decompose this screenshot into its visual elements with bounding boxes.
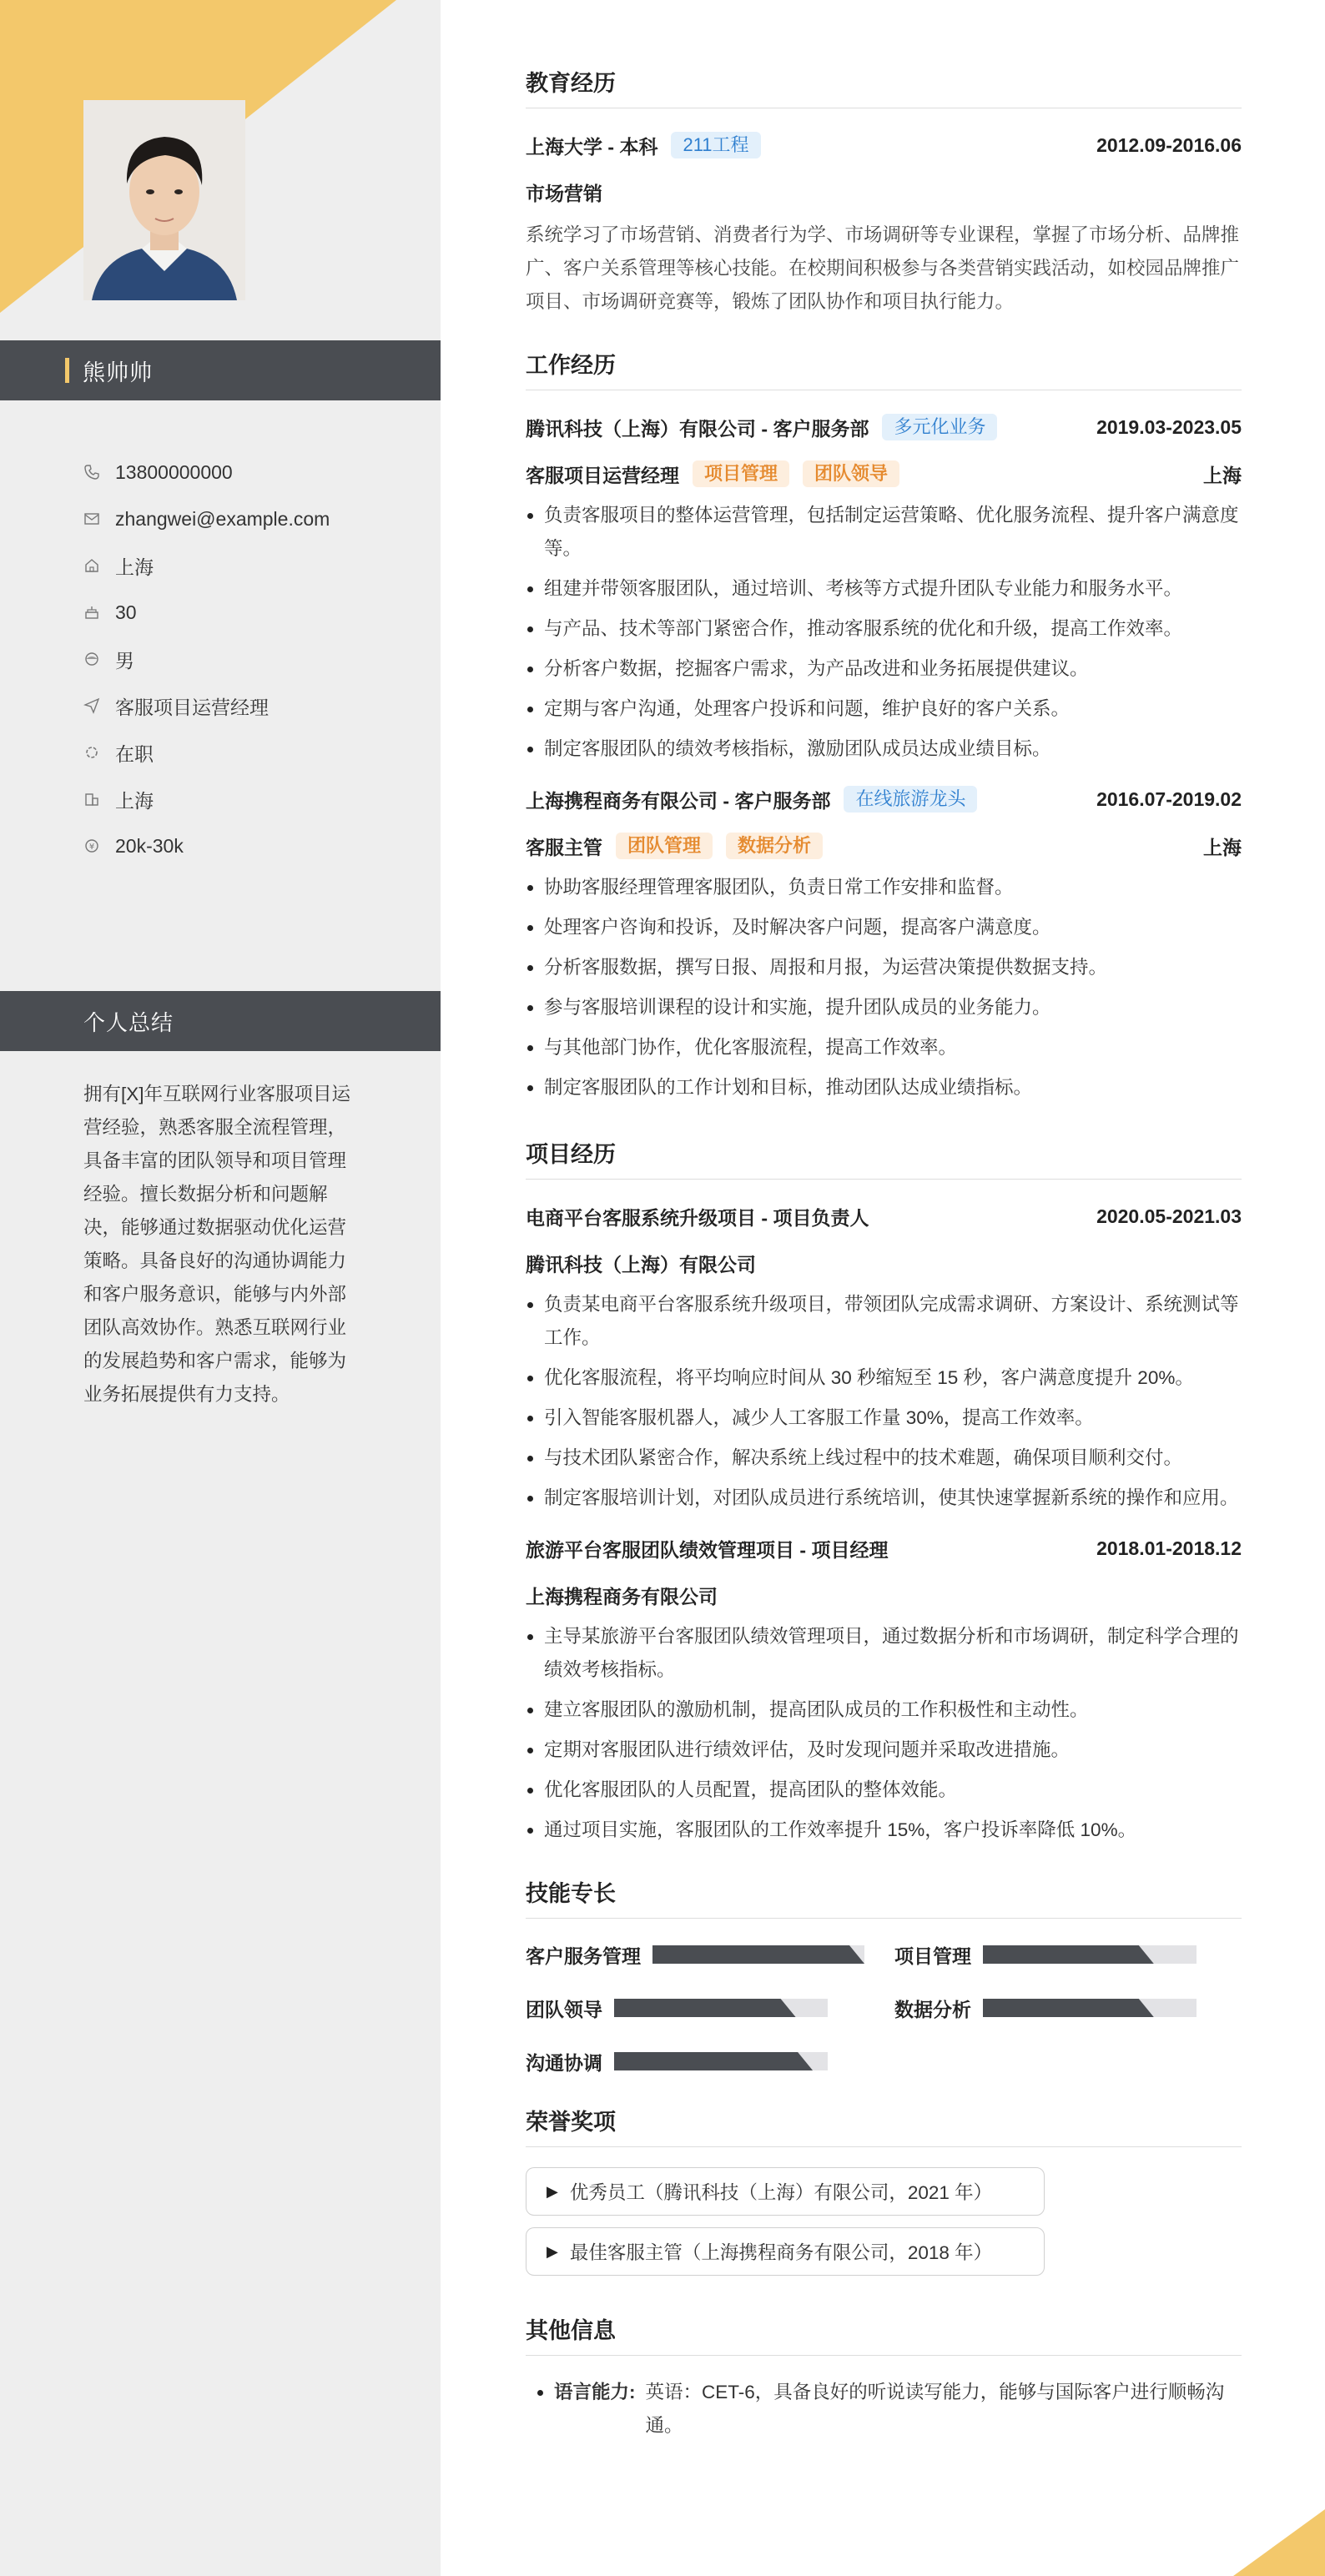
contact-age: 30 [83,589,426,636]
award-label: 最佳客服主管（上海携程商务有限公司，2018 年） [569,2242,993,2263]
contact-phone: 13800000000 [83,449,426,496]
contact-salary: ¥ 20k-30k [83,823,426,869]
skill-item [526,1992,894,2024]
job-role: 客服项目运营经理 [526,464,679,486]
school-tag: 211工程 [671,132,760,158]
skill-item [894,1939,1242,1970]
list-item [536,2376,1242,2443]
contact-home: 上海 [83,542,426,589]
list-item: 参与客服培训课程的设计和实施，提升团队成员的业务能力。 [526,991,1242,1024]
profile-name: 熊帅帅 [83,360,153,385]
list-item: 制定客服团队的工作计划和目标，推动团队达成业绩指标。 [526,1071,1242,1104]
list-item: 优化客服团队的人员配置，提高团队的整体效能。 [526,1774,1242,1807]
skills-grid [526,1939,1242,2077]
job-entry [526,782,1242,1104]
summary-title: 个人总结 [83,1009,174,1035]
list-item: 处理客户咨询和投诉，及时解决客户问题，提高客户满意度。 [526,911,1242,944]
skill-bar [983,1945,1197,1964]
job-role-row [526,457,1242,491]
email-icon [83,511,100,527]
list-item: 组建并带领客服团队，通过培训、考核等方式提升团队专业能力和服务水平。 [526,572,1242,606]
project-items [526,1288,1242,1515]
list-item: 主导某旅游平台客服团队绩效管理项目，通过数据分析和市场调研，制定科学合理的绩效考核指标。 [526,1620,1242,1687]
award-item[interactable] [526,2227,1045,2276]
section-title: 技能专长 [526,1875,1242,1919]
status-icon [83,744,100,761]
list-item: 制定客服培训计划，对团队成员进行系统培训，使其快速掌握新系统的操作和应用。 [526,1482,1242,1515]
school-name: 上海大学 - 本科 [526,135,658,158]
cake-icon [83,604,100,621]
project-name: 电商平台客服系统升级项目 - 项目负责人 [526,1206,869,1229]
avatar [83,100,245,300]
role-tag: 项目管理 [693,460,789,487]
name-bar [0,340,441,400]
project-header [526,1200,1242,1233]
section-title: 教育经历 [526,65,1242,108]
company-tag: 多元化业务 [882,414,997,440]
section-title: 项目经历 [526,1136,1242,1180]
gender-icon [83,651,100,667]
job-duties [526,871,1242,1104]
skill-item [526,1939,894,1970]
avatar-image [83,100,245,300]
send-icon [83,697,100,714]
company-tag: 在线旅游龙头 [844,786,977,813]
job-duties [526,499,1242,766]
skill-bar [614,1999,828,2017]
contact-email: zhangwei@example.com [83,496,426,542]
skill-item [894,1992,1242,2024]
summary-bar [0,991,441,1051]
skill-label: 沟通协调 [526,2051,602,2074]
section-title: 荣誉奖项 [526,2104,1242,2147]
project-org: 上海携程商务有限公司 [526,1585,718,1607]
list-item: 负责某电商平台客服系统升级项目，带领团队完成需求调研、方案设计、系统测试等工作。 [526,1288,1242,1355]
job-company: 腾讯科技（上海）有限公司 - 客户服务部 [526,417,869,440]
work-section [526,347,1242,1104]
project-period: 2018.01-2018.12 [1096,1537,1242,1559]
list-item: 制定客服团队的绩效考核指标，激励团队成员达成业绩目标。 [526,732,1242,766]
list-item: 负责客服项目的整体运营管理，包括制定运营策略、优化服务流程、提升客户满意度等。 [526,499,1242,566]
job-location: 上海 [1203,836,1242,858]
job-location: 上海 [1203,464,1242,486]
list-item: 建立客服团队的激励机制，提高团队成员的工作积极性和主动性。 [526,1693,1242,1727]
skill-bar [983,1999,1197,2017]
project-period: 2020.05-2021.03 [1096,1205,1242,1227]
contact-status: 在职 [83,729,426,776]
triangle-right-icon: ▶ [547,2182,558,2200]
list-item: 引入智能客服机器人，减少人工客服工作量 30%，提高工作效率。 [526,1401,1242,1435]
role-tag: 数据分析 [726,833,823,859]
list-item: 协助客服经理管理客服团队，负责日常工作安排和监督。 [526,871,1242,904]
main-content [526,65,1242,2449]
awards-section [526,2104,1242,2287]
job-period: 2016.07-2019.02 [1096,787,1242,810]
svg-text:¥: ¥ [88,843,95,852]
sidebar [0,0,441,2576]
skill-bar [614,2052,828,2070]
skill-bar [652,1945,864,1964]
project-items [526,1620,1242,1847]
list-item: 与其他部门协作，优化客服流程，提高工作效率。 [526,1031,1242,1064]
skill-label: 客户服务管理 [526,1945,641,1967]
project-entry [526,1200,1242,1515]
list-item: 定期对客服团队进行绩效评估，及时发现问题并采取改进措施。 [526,1733,1242,1767]
role-tag: 团队管理 [616,833,713,859]
skill-bar-fill [983,1945,1154,1964]
education-period: 2012.09-2016.06 [1096,133,1242,156]
job-role-row [526,829,1242,863]
other-label: 语言能力: [554,2382,636,2402]
skill-bar-fill [983,1999,1154,2017]
list-item: 分析客户数据，挖掘客户需求，为产品改进和业务拓展提供建议。 [526,652,1242,686]
list-item: 定期与客户沟通，处理客户投诉和问题，维护良好的客户关系。 [526,692,1242,726]
contact-position: 客服项目运营经理 [83,682,426,729]
project-name: 旅游平台客服团队绩效管理项目 - 项目经理 [526,1538,889,1561]
skill-item [526,2045,894,2077]
section-title: 工作经历 [526,347,1242,390]
summary-text: 拥有[X]年互联网行业客服项目运营经验，熟悉客服全流程管理，具备丰富的团队领导和项目管理经验。擅长数据分析和问题解决，能够通过数据驱动优化运营策略。具备良好的沟通协调能力和客户服务意识，能够与内外部团队高效协作。熟悉互联网行业的发展趋势和客户需求，能够为业务拓展提供有力支持。 [83,1084,351,1405]
other-value: 英语：CET-6，具备良好的听说读写能力，能够与国际客户进行顺畅沟通。 [645,2382,1225,2436]
contact-list [83,449,426,869]
skill-label: 项目管理 [894,1945,971,1967]
job-company: 上海携程商务有限公司 - 客户服务部 [526,789,831,812]
projects-section [526,1136,1242,1847]
home-icon [83,557,100,574]
name-accent [65,358,69,383]
corner-decoration [1233,2509,1325,2576]
city-icon [83,791,100,808]
award-item[interactable] [526,2167,1045,2216]
skills-section [526,1875,1242,2077]
skill-label: 团队领导 [526,1998,602,2020]
job-entry [526,410,1242,766]
list-item: 与产品、技术等部门紧密合作，推动客服系统的优化和升级，提高工作效率。 [526,612,1242,646]
education-header [526,128,1242,162]
skill-bar-fill [652,1945,864,1964]
list-item: 通过项目实施，客服团队的工作效率提升 15%，客户投诉率降低 10%。 [526,1814,1242,1847]
contact-city: 上海 [83,776,426,823]
education-desc: 系统学习了市场营销、消费者行为学、市场调研等专业课程，掌握了市场分析、品牌推广、客户关系管理等核心技能。在校期间积极参与各类营销实践活动，如校园品牌推广项目、市场调研竞赛等，锻炼了团队协作和项目执行能力。 [526,224,1240,312]
list-item: 与技术团队紧密合作，解决系统上线过程中的技术难题，确保项目顺利交付。 [526,1441,1242,1475]
job-role: 客服主管 [526,836,602,858]
skill-label: 数据分析 [894,1998,971,2020]
skill-bar-fill [614,2052,813,2070]
job-header [526,782,1242,816]
education-major: 市场营销 [526,182,602,204]
project-header [526,1532,1242,1565]
education-section [526,65,1242,319]
awards-list [526,2167,1242,2287]
triangle-right-icon: ▶ [547,2242,558,2260]
role-tag: 团队领导 [803,460,899,487]
list-item: 优化客服流程，将平均响应时间从 30 秒缩短至 15 秒，客户满意度提升 20%。 [526,1361,1242,1395]
salary-icon [83,838,100,854]
list-item: 分析客服数据，撰写日报、周报和月报，为运营决策提供数据支持。 [526,951,1242,984]
job-period: 2019.03-2023.05 [1096,415,1242,438]
contact-gender: 男 [83,636,426,682]
other-section [526,2312,1242,2443]
project-org: 腾讯科技（上海）有限公司 [526,1253,756,1275]
phone-icon [83,464,100,480]
award-label: 优秀员工（腾讯科技（上海）有限公司，2021 年） [569,2182,993,2203]
job-header [526,410,1242,444]
skill-bar-fill [614,1999,796,2017]
project-entry [526,1532,1242,1847]
section-title: 其他信息 [526,2312,1242,2356]
other-list [536,2376,1242,2443]
